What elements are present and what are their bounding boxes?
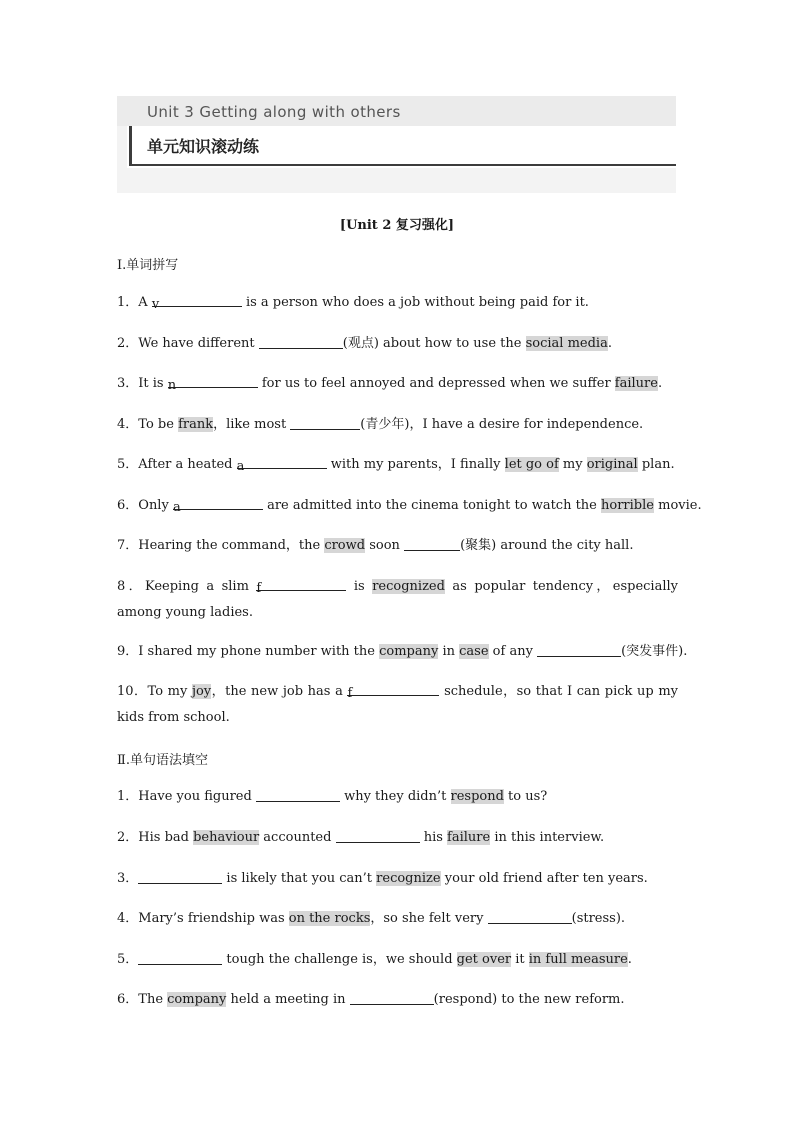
question-10 — [117, 679, 678, 731]
text: The — [138, 992, 168, 1007]
blank-hint: n — [167, 378, 177, 393]
question-number: 6． — [117, 992, 139, 1007]
text: as popular tendency，especially among young ladies. — [117, 579, 678, 620]
text: (观点) about how to use the — [342, 336, 526, 351]
question-2 — [117, 331, 678, 357]
grammar-question-6 — [117, 987, 678, 1013]
question-9 — [117, 639, 688, 665]
question-number: 9． — [117, 644, 139, 659]
question-number: 2． — [117, 336, 139, 351]
question-number: 8． — [117, 579, 145, 594]
text: is likely that you can’t — [222, 871, 377, 886]
text: (突发事件). — [621, 644, 688, 659]
unit-title: Unit 3 Getting along with others — [147, 103, 401, 121]
highlighted-term: respond — [450, 789, 504, 804]
text: ，so she felt very — [370, 911, 488, 926]
answer-blank[interactable] — [350, 990, 434, 1005]
text: I shared my phone number with the — [138, 644, 380, 659]
answer-blank[interactable] — [236, 454, 327, 474]
section-heading-grammar: Ⅱ.单句语法填空 — [117, 753, 208, 768]
answer-blank[interactable] — [537, 642, 621, 657]
highlighted-term: get over — [456, 952, 512, 967]
answer-blank[interactable] — [256, 576, 346, 596]
text: soon — [365, 538, 405, 553]
text: in — [438, 644, 460, 659]
question-number: 4． — [117, 911, 139, 926]
question-7 — [117, 533, 678, 559]
text: His bad — [138, 830, 194, 845]
text: Hearing the command，the — [138, 538, 325, 553]
text: is a person who does a job without being paid for it. — [241, 295, 589, 310]
answer-blank[interactable] — [336, 828, 420, 843]
text: We have different — [138, 336, 259, 351]
text: to us? — [503, 789, 548, 804]
highlighted-term: let go of — [504, 457, 559, 472]
highlighted-term: horrible — [601, 498, 654, 513]
text: (青少年)，I have a desire for independence. — [360, 417, 644, 432]
highlighted-term: frank — [178, 417, 214, 432]
question-number: 6． — [117, 498, 139, 513]
question-number: 4． — [117, 417, 139, 432]
text: (聚集) around the city hall. — [460, 538, 634, 553]
highlighted-term: crowd — [324, 538, 366, 553]
text: for us to feel annoyed and depressed when we suffer — [257, 376, 615, 391]
text: accounted — [259, 830, 336, 845]
text: with my parents，I finally — [326, 457, 505, 472]
blank-hint: f — [256, 581, 262, 596]
text: . — [607, 336, 612, 351]
highlighted-term: behaviour — [193, 830, 260, 845]
highlighted-term: social media — [525, 336, 608, 351]
text: it — [511, 952, 529, 967]
highlighted-term: on the rocks — [288, 911, 371, 926]
grammar-question-5 — [117, 947, 678, 973]
banner-bottom-band — [127, 168, 676, 193]
answer-blank[interactable] — [167, 373, 258, 393]
text: his — [419, 830, 448, 845]
question-1 — [117, 290, 678, 316]
text: in this interview. — [490, 830, 605, 845]
blank-hint: v — [151, 297, 160, 312]
text: Have you figured — [138, 789, 256, 804]
answer-blank[interactable] — [259, 334, 343, 349]
question-number: 5． — [117, 952, 139, 967]
text: my — [558, 457, 587, 472]
text: schedule，so that I can pick up my kids from school. — [117, 684, 678, 725]
question-5 — [117, 452, 678, 478]
question-number: 1． — [117, 789, 139, 804]
highlighted-term: recognized — [372, 579, 445, 594]
banner-underline — [131, 164, 676, 166]
question-4 — [117, 412, 678, 438]
text: ，like most — [213, 417, 291, 432]
highlighted-term: failure — [447, 830, 491, 845]
text: Mary’s friendship was — [138, 911, 289, 926]
answer-blank[interactable] — [172, 495, 263, 515]
highlighted-term: failure — [614, 376, 658, 391]
question-3 — [117, 371, 678, 397]
grammar-question-2 — [117, 825, 678, 851]
text: is — [346, 579, 373, 594]
section-heading-spelling: Ⅰ.单词拼写 — [117, 258, 179, 273]
grammar-question-4 — [117, 906, 678, 932]
question-6 — [117, 493, 702, 519]
answer-blank[interactable] — [151, 292, 242, 312]
answer-blank[interactable] — [290, 415, 360, 430]
text: (respond) to the new reform. — [433, 992, 625, 1007]
highlighted-term: joy — [191, 684, 212, 699]
text: To my — [147, 684, 192, 699]
highlighted-term: case — [459, 644, 489, 659]
answer-blank[interactable] — [347, 681, 439, 701]
highlighted-term: in full measure — [528, 952, 628, 967]
unit-banner — [117, 96, 676, 193]
answer-blank[interactable] — [404, 536, 460, 551]
answer-blank[interactable] — [256, 787, 340, 802]
review-title: [Unit 2 复习强化] — [339, 218, 455, 233]
text: . — [657, 376, 663, 391]
banner-header-band — [117, 96, 676, 126]
text: (stress). — [571, 911, 626, 926]
text: After a heated — [138, 457, 237, 472]
grammar-question-3 — [117, 866, 678, 892]
question-number: 10． — [117, 684, 148, 699]
text: plan. — [637, 457, 675, 472]
answer-blank[interactable] — [138, 869, 222, 884]
question-8 — [117, 574, 678, 626]
question-number: 3． — [117, 376, 139, 391]
grammar-question-1 — [117, 784, 678, 810]
highlighted-term: company — [167, 992, 227, 1007]
text: held a meeting in — [226, 992, 350, 1007]
answer-blank[interactable] — [138, 950, 222, 965]
question-number: 1． — [117, 295, 139, 310]
highlighted-term: recognize — [376, 871, 441, 886]
text: Keeping a slim — [144, 579, 257, 594]
text: movie. — [653, 498, 702, 513]
answer-blank[interactable] — [488, 909, 572, 924]
blank-hint: a — [236, 459, 245, 474]
highlighted-term: original — [586, 457, 638, 472]
text: your old friend after ten years. — [440, 871, 648, 886]
text: are admitted into the cinema tonight to watch the — [262, 498, 602, 513]
banner-subtitle: 单元知识滚动练 — [147, 137, 260, 156]
question-number: 7． — [117, 538, 139, 553]
blank-hint: a — [172, 500, 181, 515]
question-number: 5． — [117, 457, 139, 472]
text: To be — [138, 417, 179, 432]
text: of any — [488, 644, 538, 659]
text: ，the new job has a — [211, 684, 348, 699]
text: . — [627, 952, 632, 967]
text: Only — [138, 498, 173, 513]
question-number: 3． — [117, 871, 139, 886]
text: It is — [138, 376, 168, 391]
blank-hint: f — [347, 686, 353, 701]
banner-left-strip — [117, 126, 127, 193]
text: tough the challenge is，we should — [222, 952, 457, 967]
highlighted-term: company — [379, 644, 439, 659]
question-number: 2． — [117, 830, 139, 845]
text: A — [138, 295, 152, 310]
banner-rule — [129, 126, 132, 166]
text: why they didn’t — [339, 789, 451, 804]
